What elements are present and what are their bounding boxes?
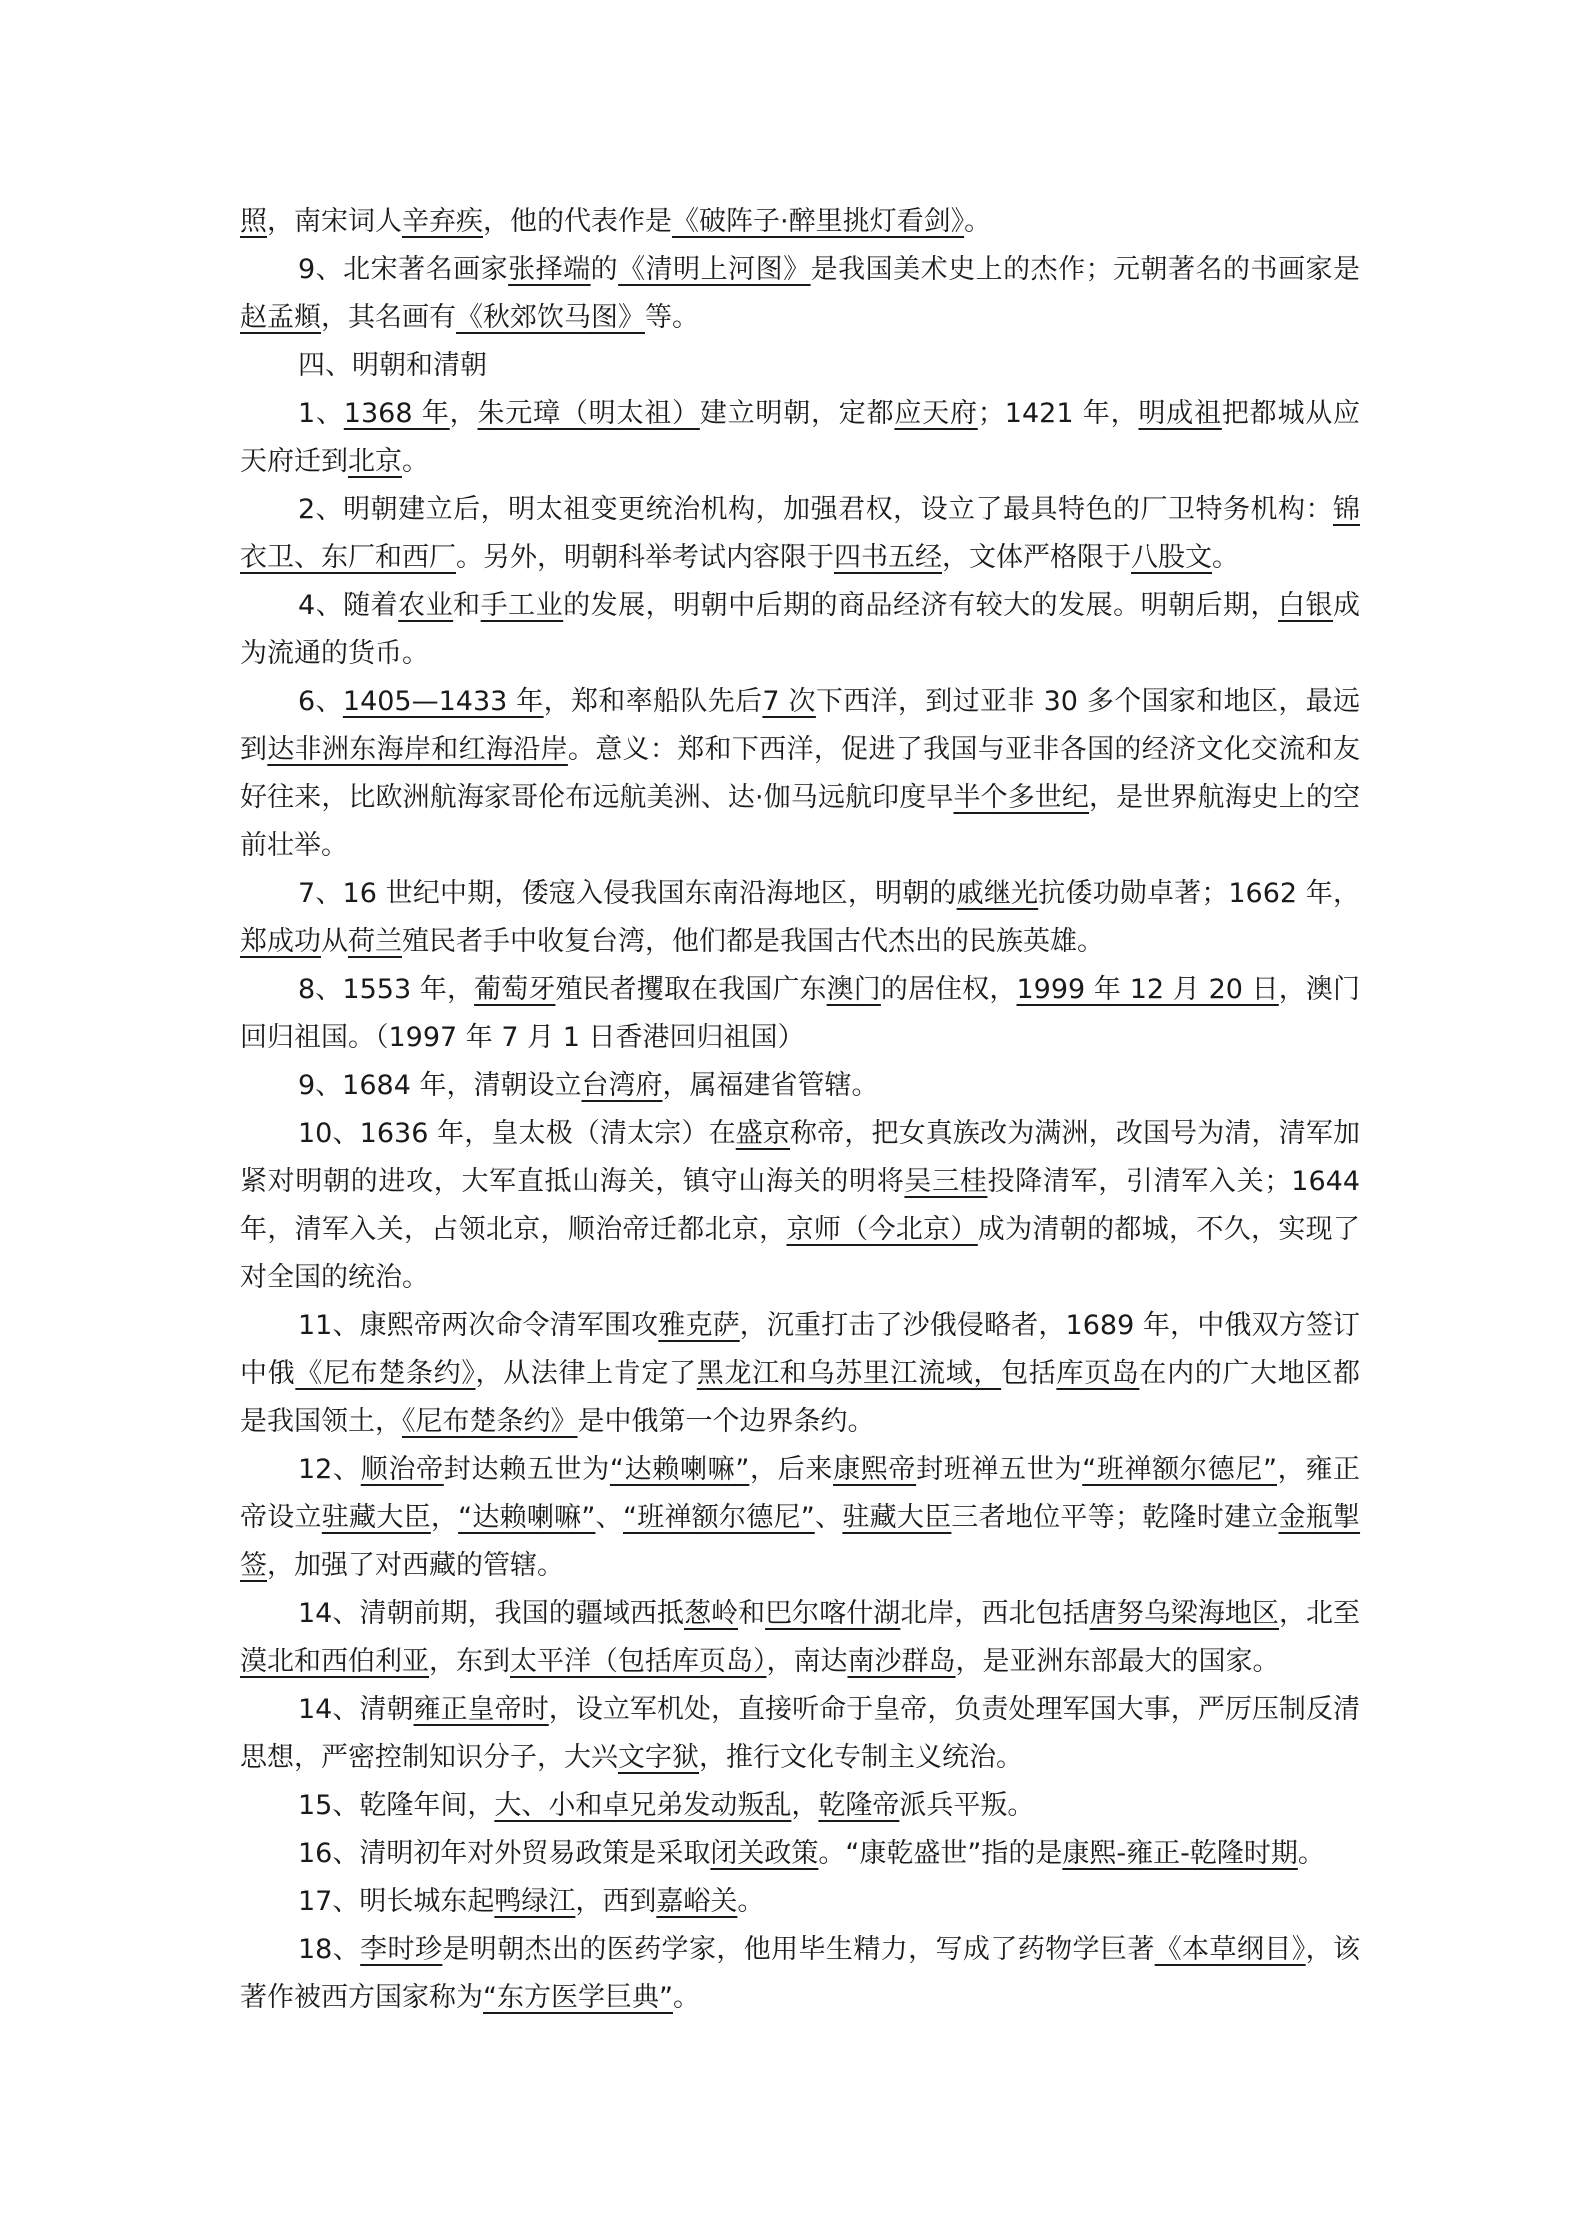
text-run: ，北至 bbox=[1278, 1598, 1361, 1629]
underlined-keyword: 康熙-雍正-乾隆时期 bbox=[1062, 1838, 1298, 1869]
underlined-keyword: “东方医学巨典” bbox=[483, 1982, 673, 2013]
text-run: ，设立军机处，直接听命于皇帝，负责处理军国大事，严厉压制反清思想，严密控制知识分子，大兴 bbox=[240, 1694, 1361, 1773]
underlined-keyword: 黑龙江和乌苏里江流域， bbox=[696, 1358, 1002, 1389]
text-run: ，澳门回归祖国。（1997 年 7 月 1 日香港回归祖国） bbox=[240, 974, 1361, 1053]
underlined-keyword: 白银 bbox=[1278, 590, 1334, 621]
text-run: ，推行文化专制主义统治。 bbox=[699, 1742, 1023, 1773]
underlined-keyword: 《破阵子·醉里挑灯看剑》 bbox=[672, 206, 965, 237]
text-run: 是我国美术史上的杰作；元朝著名的书画家是 bbox=[810, 254, 1361, 285]
text-run: 派兵平叛。 bbox=[899, 1790, 1035, 1821]
text-run: 的 bbox=[590, 254, 619, 285]
underlined-keyword: 李时珍 bbox=[360, 1934, 443, 1965]
underlined-keyword: 嘉峪关 bbox=[656, 1886, 738, 1917]
underlined-keyword: 明成祖 bbox=[1138, 398, 1222, 429]
text-run: 从 bbox=[321, 926, 348, 957]
underlined-keyword: 葱岭 bbox=[683, 1598, 739, 1629]
text-run: 和 bbox=[453, 590, 481, 621]
underlined-keyword: 南沙群岛 bbox=[847, 1646, 956, 1677]
underlined-keyword: 库页岛 bbox=[1056, 1358, 1140, 1389]
text-run: 11、康熙帝两次命令清军围攻 bbox=[298, 1310, 659, 1341]
underlined-keyword: 四书五经 bbox=[834, 542, 942, 573]
text-run: 、 bbox=[595, 1502, 623, 1533]
text-run: 下西洋，到过亚非 30 多个国家和地区，最远到 bbox=[240, 686, 1361, 765]
text-run: ，南宋词人 bbox=[267, 206, 402, 237]
text-run: ，后来 bbox=[749, 1454, 834, 1485]
underlined-keyword: 京师（今北京） bbox=[786, 1214, 978, 1245]
underlined-keyword: 大、小和卓兄弟发动叛乱 bbox=[494, 1790, 792, 1821]
paragraph-p-14b bbox=[240, 1686, 1360, 1782]
text-run: 9、1684 年，清朝设立 bbox=[298, 1070, 582, 1101]
text-run: 四、明朝和清朝 bbox=[298, 350, 487, 381]
text-run: 北岸，西北包括 bbox=[900, 1598, 1090, 1629]
text-run: 。 bbox=[1297, 1838, 1325, 1869]
underlined-keyword: 鸭绿江 bbox=[494, 1886, 576, 1917]
underlined-keyword: 1368 年 bbox=[343, 398, 450, 429]
text-run: 殖民者攫取在我国广东 bbox=[555, 974, 827, 1005]
text-run: ，雍正帝设立 bbox=[240, 1454, 1361, 1533]
underlined-keyword: 驻藏大臣 bbox=[321, 1502, 431, 1533]
underlined-keyword: 康熙帝 bbox=[833, 1454, 917, 1485]
text-run: 4、随着 bbox=[298, 590, 399, 621]
underlined-keyword: 手工业 bbox=[480, 590, 564, 621]
text-run: 7、16 世纪中期，倭寇入侵我国东南沿海地区，明朝的 bbox=[298, 878, 957, 909]
paragraph-p-6 bbox=[240, 678, 1360, 870]
underlined-keyword: 朱元璋（明太祖） bbox=[477, 398, 700, 429]
text-run: 18、 bbox=[298, 1934, 361, 1965]
underlined-keyword: 台湾府 bbox=[581, 1070, 663, 1101]
paragraph-p-section-heading bbox=[240, 342, 1360, 390]
underlined-keyword: 《秋郊饮马图》 bbox=[456, 302, 645, 333]
text-run: 的居住权， bbox=[880, 974, 1017, 1005]
text-run: 1、 bbox=[298, 398, 344, 429]
paragraph-p-12 bbox=[240, 1446, 1360, 1590]
paragraph-p-17 bbox=[240, 1878, 1360, 1926]
underlined-keyword: 漠北和西伯利亚 bbox=[240, 1646, 429, 1677]
text-run: 等。 bbox=[645, 302, 699, 333]
paragraph-p-2 bbox=[240, 486, 1360, 582]
text-run: 。 bbox=[964, 206, 992, 237]
paragraph-p-4 bbox=[240, 582, 1360, 678]
text-run: 8、1553 年， bbox=[298, 974, 475, 1005]
text-run: 的发展，明朝中后期的商品经济有较大的发展。明朝后期， bbox=[563, 590, 1279, 621]
text-run: 是明朝杰出的医药学家，他用毕生精力，写成了药物学巨著 bbox=[442, 1934, 1155, 1965]
text-run: 、 bbox=[814, 1502, 843, 1533]
text-run: ，文体严格限于 bbox=[942, 542, 1131, 573]
text-run: 殖民者手中收复台湾，他们都是我国古代杰出的民族英雄。 bbox=[402, 926, 1104, 957]
text-run: 16、清明初年对外贸易政策是采取 bbox=[298, 1838, 711, 1869]
text-run: 是中俄第一个边界条约。 bbox=[577, 1406, 875, 1437]
text-run: 。 bbox=[1212, 542, 1239, 573]
paragraph-p-7 bbox=[240, 870, 1360, 966]
text-run: 15、乾隆年间， bbox=[298, 1790, 495, 1821]
document-body bbox=[240, 198, 1360, 2022]
paragraph-p-15 bbox=[240, 1782, 1360, 1830]
text-run: 包括 bbox=[1001, 1358, 1057, 1389]
underlined-keyword: 赵孟頫 bbox=[240, 302, 321, 333]
text-run: ，是世界航海史上的空前壮举。 bbox=[240, 782, 1360, 861]
underlined-keyword: 荷兰 bbox=[348, 926, 402, 957]
underlined-keyword: 北京 bbox=[348, 446, 402, 477]
underlined-keyword: 巴尔喀什湖 bbox=[765, 1598, 901, 1629]
underlined-keyword: 应天府 bbox=[894, 398, 978, 429]
text-run: ，是亚洲东部最大的国家。 bbox=[955, 1646, 1280, 1677]
underlined-keyword: 农业 bbox=[398, 590, 454, 621]
underlined-keyword: 戚继光 bbox=[956, 878, 1039, 909]
underlined-keyword: 辛弃疾 bbox=[402, 206, 483, 237]
text-run: 成为清朝的都城，不久，实现了对全国的统治。 bbox=[240, 1214, 1361, 1293]
underlined-keyword: 太平洋（包括库页岛） bbox=[510, 1646, 767, 1677]
underlined-keyword: 八股文 bbox=[1131, 542, 1212, 573]
paragraph-p-8 bbox=[240, 966, 1360, 1062]
underlined-keyword: 澳门 bbox=[826, 974, 881, 1005]
text-run: ， bbox=[791, 1790, 819, 1821]
text-run: 投降清军，引清军入关；1644 年，清军入关，占领北京，顺治帝迁都北京， bbox=[240, 1166, 1361, 1245]
text-run: 在内的广大地区都是我国领土， bbox=[240, 1358, 1361, 1437]
underlined-keyword: 1405—1433 年 bbox=[342, 686, 544, 717]
underlined-keyword: 1999 年 12 月 20 日 bbox=[1016, 974, 1279, 1005]
paragraph-p-16 bbox=[240, 1830, 1360, 1878]
underlined-keyword: 达非洲东海岸和红海沿岸 bbox=[267, 734, 568, 765]
underlined-keyword: 文字狱 bbox=[618, 1742, 699, 1773]
text-run: ，西到 bbox=[575, 1886, 657, 1917]
underlined-keyword: 盛京 bbox=[735, 1118, 791, 1149]
paragraph-p-14a bbox=[240, 1590, 1360, 1686]
underlined-keyword: 驻藏大臣 bbox=[842, 1502, 952, 1533]
underlined-keyword: 《尼布楚条约》 bbox=[295, 1358, 476, 1389]
underlined-keyword: 顺治帝 bbox=[360, 1454, 444, 1485]
underlined-keyword: “班禅额尔德尼” bbox=[622, 1502, 815, 1533]
underlined-keyword: 7 次 bbox=[762, 686, 816, 717]
underlined-keyword: 吴三桂 bbox=[904, 1166, 988, 1197]
text-run: ， bbox=[449, 398, 478, 429]
text-run: 17、明长城东起 bbox=[298, 1886, 495, 1917]
text-run: ，从法律上肯定了 bbox=[475, 1358, 697, 1389]
paragraph-p-18 bbox=[240, 1926, 1360, 2022]
underlined-keyword: 半个多世纪 bbox=[953, 782, 1090, 813]
underlined-keyword: 《本草纲目》 bbox=[1154, 1934, 1306, 1965]
underlined-keyword: 金瓶掣签 bbox=[240, 1502, 1361, 1581]
text-run: ，南达 bbox=[766, 1646, 848, 1677]
text-run: 10、1636 年，皇太极（清太宗）在 bbox=[298, 1118, 736, 1149]
paragraph-p-song-ci bbox=[240, 198, 1360, 246]
text-run: 。 bbox=[402, 446, 429, 477]
text-run: 。 bbox=[672, 1982, 700, 2013]
underlined-keyword: 郑成功 bbox=[240, 926, 321, 957]
underlined-keyword: 《尼布楚条约》 bbox=[402, 1406, 578, 1437]
text-run: 三者地位平等；乾隆时建立 bbox=[951, 1502, 1279, 1533]
text-run: ，东到 bbox=[429, 1646, 510, 1677]
text-run: ，其名画有 bbox=[321, 302, 456, 333]
text-run: 抗倭功勋卓著；1662 年， bbox=[1038, 878, 1361, 909]
underlined-keyword: “达赖喇嘛” bbox=[458, 1502, 596, 1533]
text-run: 把都城从应天府迁到 bbox=[240, 398, 1361, 477]
underlined-keyword: 乾隆帝 bbox=[818, 1790, 900, 1821]
text-run: 14、清朝前期，我国的疆域西抵 bbox=[298, 1598, 684, 1629]
text-run: 9、北宋著名画家 bbox=[298, 254, 509, 285]
underlined-keyword: 唐努乌梁海地区 bbox=[1089, 1598, 1279, 1629]
text-run: ，加强了对西藏的管辖。 bbox=[267, 1550, 564, 1581]
underlined-keyword: 锦衣卫、东厂和西厂 bbox=[240, 494, 1360, 573]
text-run: 。意义：郑和下西洋，促进了我国与亚非各国的经济文化交流和友好往来，比欧洲航海家哥伦布远航美洲、达·伽马远航印度早 bbox=[240, 734, 1361, 813]
text-run: 14、清朝 bbox=[298, 1694, 414, 1725]
text-run: 6、 bbox=[298, 686, 343, 717]
text-run: 。“康乾盛世”指的是 bbox=[818, 1838, 1063, 1869]
text-run: ；1421 年， bbox=[977, 398, 1139, 429]
text-run: ， bbox=[430, 1502, 459, 1533]
paragraph-p-9 bbox=[240, 1062, 1360, 1110]
underlined-keyword: 雍正皇帝时 bbox=[413, 1694, 549, 1725]
paragraph-p-9-song-painting bbox=[240, 246, 1360, 342]
underlined-keyword: “达赖喇嘛” bbox=[609, 1454, 750, 1485]
text-run: ，该著作被西方国家称为 bbox=[240, 1934, 1361, 2013]
paragraph-p-1 bbox=[240, 390, 1360, 486]
text-run: ，郑和率船队先后 bbox=[543, 686, 763, 717]
underlined-keyword: 《清明上河图》 bbox=[618, 254, 811, 285]
paragraph-p-11 bbox=[240, 1302, 1360, 1446]
paragraph-p-10 bbox=[240, 1110, 1360, 1302]
text-run: 。另外，明朝科举考试内容限于 bbox=[456, 542, 834, 573]
text-run: 封班禅五世为 bbox=[916, 1454, 1083, 1485]
text-run: 和 bbox=[738, 1598, 766, 1629]
underlined-keyword: 照 bbox=[240, 206, 267, 237]
underlined-keyword: 雅克萨 bbox=[658, 1310, 740, 1341]
text-run: ，属福建省管辖。 bbox=[662, 1070, 879, 1101]
text-run: 建立明朝，定都 bbox=[699, 398, 895, 429]
text-run: 12、 bbox=[298, 1454, 361, 1485]
text-run: 封达赖五世为 bbox=[443, 1454, 610, 1485]
text-run: 称帝，把女真族改为满洲，改国号为清，清军加紧对明朝的进攻，大军直抵山海关，镇守山海关的明将 bbox=[240, 1118, 1360, 1197]
underlined-keyword: 张择端 bbox=[508, 254, 591, 285]
text-run: ，沉重打击了沙俄侵略者，1689 年，中俄双方签订中俄 bbox=[240, 1310, 1361, 1389]
text-run: ，他的代表作是 bbox=[483, 206, 672, 237]
underlined-keyword: 葡萄牙 bbox=[474, 974, 556, 1005]
underlined-keyword: “班禅额尔德尼” bbox=[1082, 1454, 1277, 1485]
text-run: 。 bbox=[737, 1886, 765, 1917]
text-run: 成为流通的货币。 bbox=[240, 590, 1361, 669]
underlined-keyword: 闭关政策 bbox=[710, 1838, 819, 1869]
text-run: 2、明朝建立后，明太祖变更统治机构，加强君权，设立了最具特色的厂卫特务机构： bbox=[298, 494, 1333, 525]
